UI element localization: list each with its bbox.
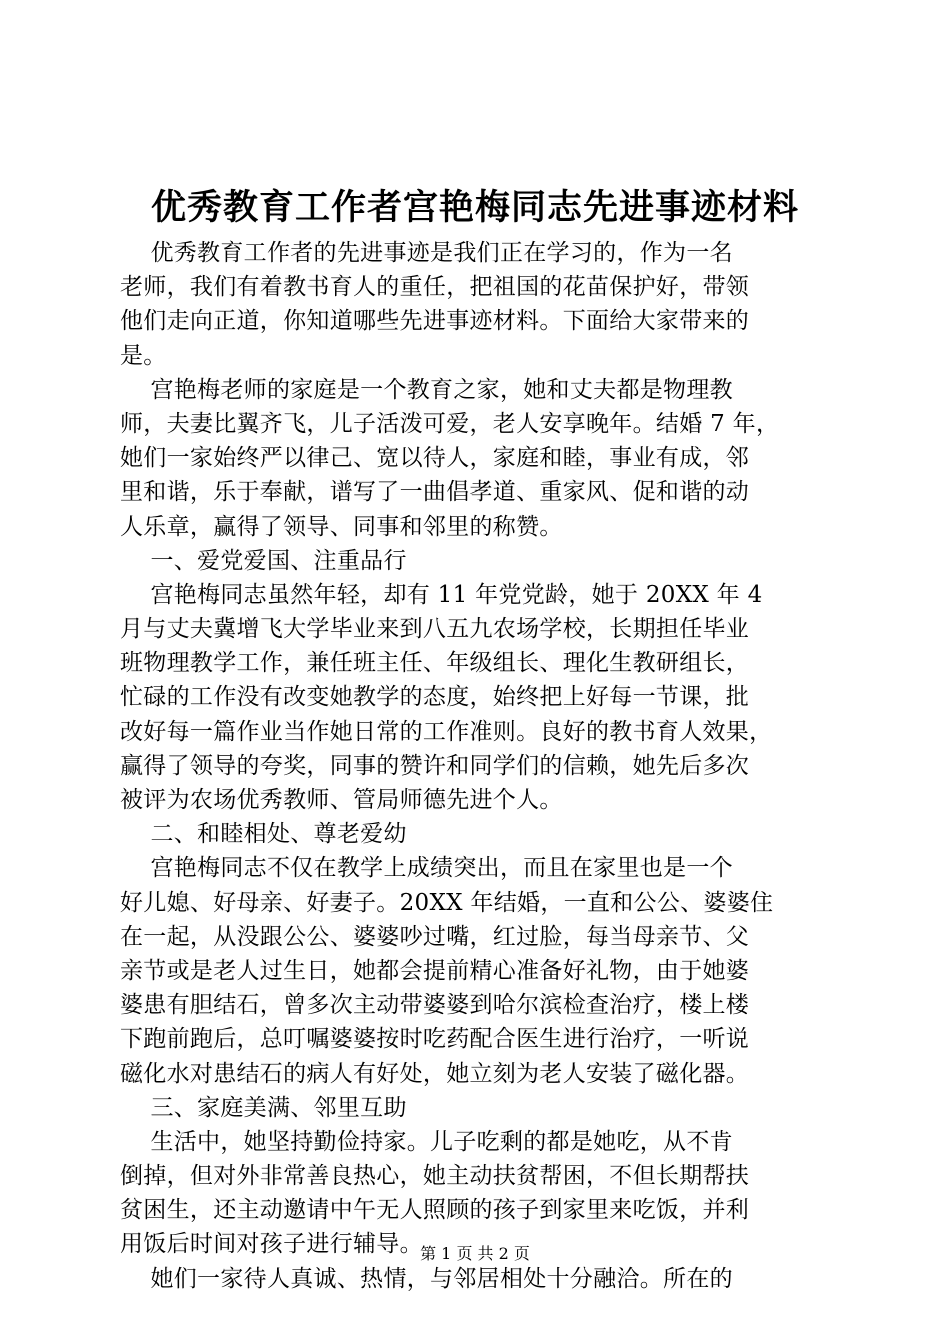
body-line: 贫困生，还主动邀请中午无人照顾的孩子到家里来吃饭，并利 — [120, 1197, 750, 1224]
body-line: 下跑前跑后，总叮嘱婆婆按时吃药配合医生进行治疗，一听说 — [120, 1026, 750, 1053]
body-line: 他们走向正道，你知道哪些先进事迹材料。下面给大家带来的 — [120, 308, 750, 335]
body-line: 是。 — [120, 342, 167, 369]
document-body — [120, 236, 832, 1296]
body-line: 老师，我们有着教书育人的重任，把祖国的花苗保护好，带领 — [120, 274, 750, 301]
body-line: 用饭后时间对孩子进行辅导。 — [120, 1231, 423, 1258]
body-line: 她们一家待人真诚、热情，与邻居相处十分融洽。所在的 — [120, 1265, 733, 1292]
body-line: 婆患有胆结石，曾多次主动带婆婆到哈尔滨检查治疗，楼上楼 — [120, 992, 750, 1019]
page-footer: 第 1 页 共 2 页 — [420, 1244, 530, 1263]
body-line: 亲节或是老人过生日，她都会提前精心准备好礼物，由于她婆 — [120, 957, 750, 984]
body-line: 师，夫妻比翼齐飞，儿子活泼可爱，老人安享晚年。结婚 7 年， — [120, 410, 780, 437]
body-line: 班物理教学工作，兼任班主任、年级组长、理化生教研组长， — [120, 650, 750, 677]
body-line: 宫艳梅同志不仅在教学上成绩突出，而且在家里也是一个 — [120, 855, 733, 882]
body-line: 人乐章，赢得了领导、同事和邻里的称赞。 — [120, 513, 563, 540]
body-line: 优秀教育工作者的先进事迹是我们正在学习的，作为一名 — [120, 240, 733, 266]
body-line: 一、爱党爱国、注重品行 — [120, 547, 407, 574]
body-line: 被评为农场优秀教师、管局师德先进个人。 — [120, 787, 563, 813]
body-line: 生活中，她坚持勤俭持家。儿子吃剩的都是她吃，从不肯 — [120, 1128, 733, 1155]
document-title: 优秀教育工作者宫艳梅同志先进事迹材料 — [150, 188, 799, 228]
body-line: 好儿媳、好母亲、好妻子。20XX 年结婚，一直和公公、婆婆住 — [120, 889, 774, 916]
body-line: 三、家庭美满、邻里互助 — [120, 1094, 407, 1121]
body-line: 磁化水对患结石的病人有好处，她立刻为老人安装了磁化器。 — [120, 1060, 750, 1087]
body-line: 宫艳梅同志虽然年轻，却有 11 年党党龄，她于 20XX 年 4 — [120, 581, 763, 608]
body-line: 里和谐，乐于奉献，谱写了一曲倡孝道、重家风、促和谐的动 — [120, 479, 750, 506]
body-line: 她们一家始终严以律己、宽以待人，家庭和睦，事业有成，邻 — [120, 445, 750, 472]
body-line: 在一起，从没跟公公、婆婆吵过嘴，红过脸，每当母亲节、父 — [120, 923, 750, 950]
body-line: 月与丈夫冀增飞大学毕业来到八五九农场学校，长期担任毕业 — [120, 616, 750, 643]
body-line: 倒掉，但对外非常善良热心，她主动扶贫帮困，不但长期帮扶 — [120, 1163, 750, 1190]
body-line: 忙碌的工作没有改变她教学的态度，始终把上好每一节课，批 — [120, 684, 750, 711]
body-line: 二、和睦相处、尊老爱幼 — [120, 821, 407, 848]
body-line: 赢得了领导的夸奖，同事的赞许和同学们的信赖，她先后多次 — [120, 752, 750, 779]
body-line: 宫艳梅老师的家庭是一个教育之家，她和丈夫都是物理教 — [120, 376, 733, 403]
body-line: 改好每一篇作业当作她日常的工作准则。良好的教书育人效果， — [120, 718, 773, 745]
